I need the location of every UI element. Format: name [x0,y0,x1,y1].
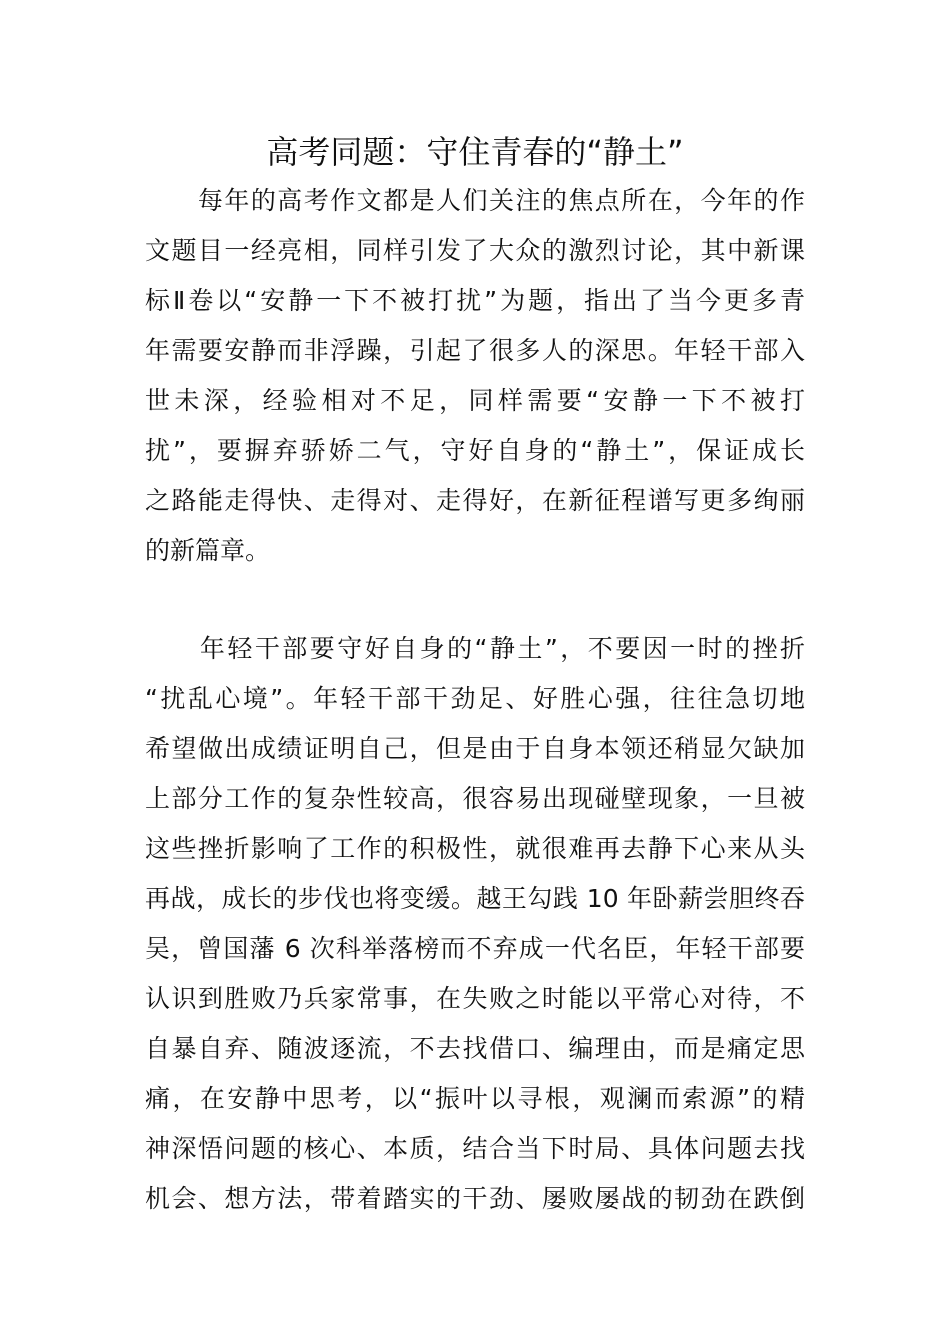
text-line: 标Ⅱ卷以“安静一下不被打扰”为题，指出了当今更多青 [145,286,805,315]
text-line: 年需要安静而非浮躁，引起了很多人的深思。年轻干部入 [145,336,805,365]
text-line: “扰乱心境”。年轻干部干劲足、好胜心强，往往急切地 [145,684,805,713]
text-line: 上部分工作的复杂性较高，很容易出现碰壁现象，一旦被 [145,784,805,813]
text-line: 文题目一经亮相，同样引发了大众的激烈讨论，其中新课 [145,236,805,265]
text-line: 世未深，经验相对不足，同样需要“安静一下不被打 [145,386,805,415]
text-line: 吴，曾国藩 6 次科举落榜而不弃成一代名臣，年轻干部要 [145,934,805,963]
text-line: 这些挫折影响了工作的积极性，就很难再去静下心来从头 [145,834,805,863]
text-line: 机会、想方法，带着踏实的干劲、屡败屡战的韧劲在跌倒 [145,1184,805,1213]
text-line: 扰”，要摒弃骄娇二气，守好自身的“静土”，保证成长 [145,436,805,465]
text-line: 认识到胜败乃兵家常事，在失败之时能以平常心对待，不 [145,984,805,1013]
text-line: 的新篇章。 [145,536,271,565]
document-title: 高考同题：守住青春的“静土” [266,133,684,171]
text-line: 希望做出成绩证明自己，但是由于自身本领还稍显欠缺加 [145,734,805,763]
text-line: 之路能走得快、走得对、走得好，在新征程谱写更多绚丽 [145,486,805,515]
text-line: 痛，在安静中思考，以“振叶以寻根，观澜而索源”的精 [145,1084,805,1113]
text-line: 神深悟问题的核心、本质，结合当下时局、具体问题去找 [145,1134,805,1163]
paragraph-1 [145,176,805,576]
text-line: 再战，成长的步伐也将变缓。越王勾践 10 年卧薪尝胆终吞 [145,884,805,913]
text-line: 年轻干部要守好自身的“静土”，不要因一时的挫折 [145,634,805,663]
text-line: 每年的高考作文都是人们关注的焦点所在，今年的作 [145,186,805,215]
paragraph-2 [145,624,805,1224]
text-line: 自暴自弃、随波逐流，不去找借口、编理由，而是痛定思 [145,1034,805,1063]
